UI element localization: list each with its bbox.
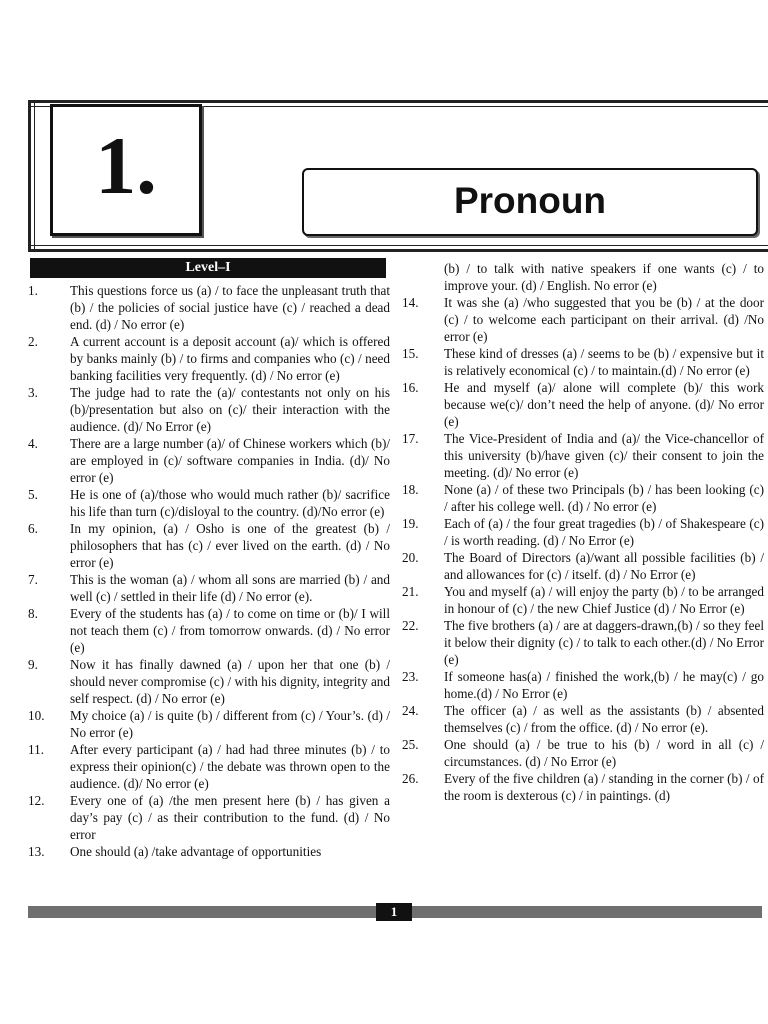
question-item [28, 741, 390, 792]
question-text: None (a) / of these two Principals (b) / has been looking (c) / after his college well. (d) / No error (e) [444, 482, 764, 514]
question-item [402, 770, 764, 804]
question-item [402, 583, 764, 617]
question-number: 24. [402, 703, 419, 718]
question-text: After every participant (a) / had had three minutes (b) / to express their opinion(c) / the debate was thrown open to the audience. (d)/ No error (e) [70, 742, 390, 791]
question-number: 25. [402, 737, 419, 752]
question-text: This is the woman (a) / whom all sons are married (b) / and well (c) / settled in their life (d) / No error (e). [70, 572, 390, 604]
question-item [28, 384, 390, 435]
question-item [28, 520, 390, 571]
question-number: 6. [28, 521, 38, 536]
question-number: 3. [28, 385, 38, 400]
question-text: Each of (a) / the four great tragedies (b) / of Shakespeare (c) / is worth reading. (d) / No Error (e) [444, 516, 764, 548]
question-number: 21. [402, 584, 419, 599]
question-number: 26. [402, 771, 419, 786]
chapter-number: 1. [95, 120, 157, 211]
frame-line [28, 249, 768, 252]
question-number: 13. [28, 844, 45, 859]
question-text: It was she (a) /who suggested that you be (b) / at the door (c) / to welcome each participant on their arrival. (d) /No error (e) [444, 295, 764, 344]
question-item [402, 736, 764, 770]
question-item [28, 843, 390, 860]
question-text: One should (a) /take advantage of opportunities [70, 844, 322, 859]
question-number: 18. [402, 482, 419, 497]
question-item [402, 702, 764, 736]
question-text: If someone has(a) / finished the work,(b) / he may(c) / go home.(d) / No Error (e) [444, 669, 764, 701]
question-number: 10. [28, 708, 45, 723]
question-number: 4. [28, 436, 38, 451]
question-item [402, 379, 764, 430]
question-item [28, 333, 390, 384]
question-item [28, 605, 390, 656]
question-item [402, 668, 764, 702]
question-text: You and myself (a) / will enjoy the party (b) / to be arranged in honour of (c) / the new Chief Justice (d) / No Error (e) [444, 584, 764, 616]
question-item [28, 656, 390, 707]
question-item [28, 435, 390, 486]
question-text: He and myself (a)/ alone will complete (b)/ this work because we(c)/ don’t need the help of anyone. (d)/ No error (e) [444, 380, 764, 429]
right-column [402, 260, 764, 804]
question-number: 14. [402, 295, 419, 310]
question-item [28, 486, 390, 520]
question-text: The Vice-President of India and (a)/ the Vice-chancellor of this university (b)/have given (c)/ their consent to join the meeting. (d)/ No error (e) [444, 431, 764, 480]
question-number: 19. [402, 516, 419, 531]
level-heading: Level–I [30, 258, 386, 278]
question-item [28, 571, 390, 605]
question-text: Every of the students has (a) / to come on time or (b)/ I will not teach them (c) / from tomorrow onwards. (d) / No error (e) [70, 606, 390, 655]
chapter-title: Pronoun [453, 180, 607, 221]
question-number: 12. [28, 793, 45, 808]
question-item [402, 617, 764, 668]
question-item [28, 792, 390, 843]
question-text: One should (a) / be true to his (b) / word in all (c) / circumstances. (d) / No Error (e) [444, 737, 764, 769]
question-text: These kind of dresses (a) / seems to be (b) / expensive but it is relatively economical (c) / to maintain.(d) / No error (e) [444, 346, 764, 378]
left-column [28, 282, 390, 860]
question-text: Every of the five children (a) / standing in the corner (b) / of the room is dexterous (c) / in paintings. (d) [444, 771, 764, 803]
question-text: The officer (a) / as well as the assistants (b) / absented themselves (c) / from the office. (d) / No error (e). [444, 703, 764, 735]
frame-line [28, 100, 768, 103]
question-text: In my opinion, (a) / Osho is one of the greatest (b) / philosophers that has (c) / ever lived on the earth. (d) / No error (e) [70, 521, 390, 570]
question-number: 7. [28, 572, 38, 587]
question-text: The judge had to rate the (a)/ contestants not only on his (b)/presentation but also on (c)/ their interaction with the audience. (d)/ No Error (e) [70, 385, 390, 434]
question-item [402, 481, 764, 515]
question-number: 5. [28, 487, 38, 502]
question-number: 15. [402, 346, 419, 361]
question-number: 16. [402, 380, 419, 395]
question-text: He is one of (a)/those who would much rather (b)/ sacrifice his life than turn (c)/disloyal to the country. (d)/No error (e) [70, 487, 390, 519]
question-text: Now it has finally dawned (a) / upon her that one (b) / should never compromise (c) / with his dignity, integrity and self respect. (d) / No error (e) [70, 657, 390, 706]
question-text: The Board of Directors (a)/want all possible facilities (b) / and allowances for (c) / itself. (d) / No Error (e) [444, 550, 764, 582]
question-text: There are a large number (a)/ of Chinese workers which (b)/ are employed in (c)/ software companies in India. (d)/ No error (e) [70, 436, 390, 485]
chapter-number-box [50, 104, 202, 236]
question-number: 2. [28, 334, 38, 349]
question-item [402, 515, 764, 549]
page-number: 1 [376, 903, 412, 921]
chapter-title-box [302, 168, 758, 236]
question-number: 17. [402, 431, 419, 446]
question-text: My choice (a) / is quite (b) / different from (c) / Your’s. (d) / No error (e) [70, 708, 390, 740]
question-item [28, 282, 390, 333]
question-number: 1. [28, 283, 38, 298]
frame-line [28, 245, 768, 246]
question-number: 11. [28, 742, 44, 757]
question-item [402, 294, 764, 345]
question-item [402, 549, 764, 583]
question-number: 8. [28, 606, 38, 621]
question-13-continuation: (b) / to talk with native speakers if one wants (c) / to improve your. (d) / English. No error (e) [444, 261, 764, 293]
question-number: 20. [402, 550, 419, 565]
question-number: 22. [402, 618, 419, 633]
question-text: The five brothers (a) / are at daggers-drawn,(b) / so they feel it below their dignity (c) / to talk to each other.(d) / No Error (e) [444, 618, 764, 667]
question-text: This questions force us (a) / to face the unpleasant truth that (b) / the policies of social justice have (c) / reached a dead end. (d) / No error (e) [70, 283, 390, 332]
question-item [402, 345, 764, 379]
frame-line [28, 100, 31, 252]
question-number: 23. [402, 669, 419, 684]
frame-line [34, 100, 35, 252]
question-number: 9. [28, 657, 38, 672]
question-item [28, 707, 390, 741]
question-text: A current account is a deposit account (a)/ which is offered by banks mainly (b) / to firms and companies who (c) / need banking facilities very frequently. (d) / No error (e) [70, 334, 390, 383]
question-item [402, 430, 764, 481]
question-text: Every one of (a) /the men present here (b) / has given a day’s pay (c) / as their contribution to the fund. (d) / No error [70, 793, 390, 842]
